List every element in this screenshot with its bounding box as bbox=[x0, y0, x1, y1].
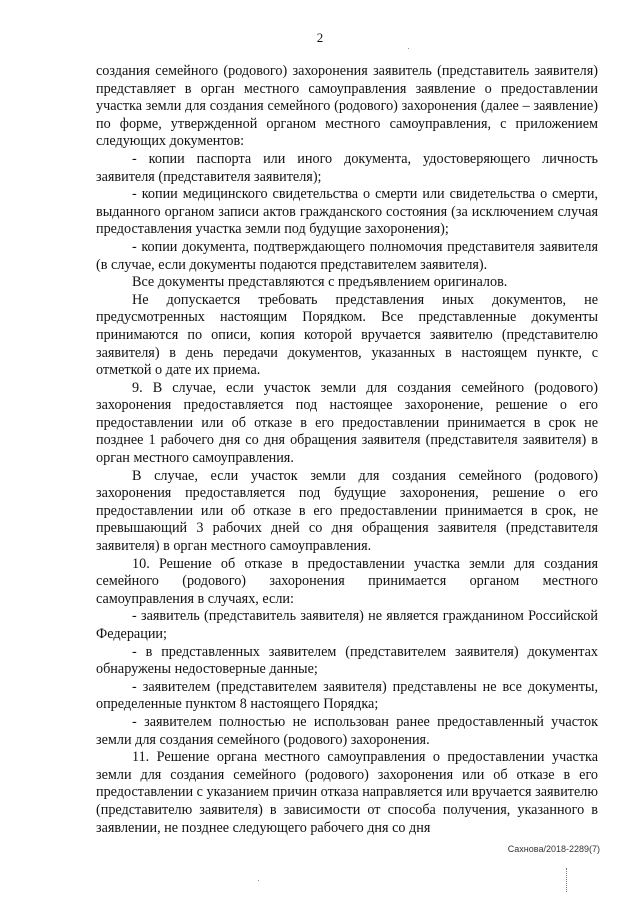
page-number: 2 bbox=[316, 30, 324, 45]
paragraph: создания семейного (родового) захоронения заявитель (представитель заявителя) представляет в орган местного самоуправления заявление о предоставлении участка земли для создания семейного (родового) захоронения (далее – заявление) по форме, утвержденной органом местного самоуправления, с приложением следующих документов: bbox=[96, 63, 598, 150]
scan-artifact bbox=[566, 868, 569, 892]
paragraph: - заявителем (представителем заявителя) представлены не все документы, определенные пунктом 8 настоящего Порядка; bbox=[96, 678, 598, 713]
paragraph: - в представленных заявителем (представителем заявителя) документах обнаружены недостоверные данные; bbox=[96, 643, 598, 678]
scan-speck bbox=[258, 880, 259, 881]
paragraph: 10. Решение об отказе в предоставлении участка земли для создания семейного (родового) захоронения принимается органом местного самоуправления в случаях, если: bbox=[96, 555, 598, 607]
scan-speck bbox=[408, 48, 409, 49]
paragraph: - копии паспорта или иного документа, удостоверяющего личность заявителя (представителя заявителя); bbox=[96, 150, 598, 185]
paragraph: Не допускается требовать представления иных документов, не предусмотренных настоящим Порядком. Все представленные документы принимаются по описи, копия которой вручается заявителю (представителю заявителя) в день передачи документов, указанных в настоящем пункте, с отметкой о дате их приема. bbox=[96, 291, 598, 379]
document-body bbox=[96, 63, 598, 837]
paragraph: - копии документа, подтверждающего полномочия представителя заявителя (в случае, если документы подаются представителем заявителя). bbox=[96, 238, 598, 273]
paragraph: - заявителем полностью не использован ранее предоставленный участок земли для создания семейного (родового) захоронения. bbox=[96, 713, 598, 748]
footer-document-code: Сахнова/2018-2289(7) bbox=[507, 844, 600, 854]
paragraph: - копии медицинского свидетельства о смерти или свидетельства о смерти, выданного органом записи актов гражданского состояния (за исключением случая предоставления участка земли под будущие захоронения); bbox=[96, 186, 598, 238]
paragraph: В случае, если участок земли для создания семейного (родового) захоронения предоставляется под будущие захоронения, решение о его предоставлении или об отказе в его предоставлении принимается в срок, не превышающий 3 рабочих дней со дня обращения заявителя (представителя заявителя) в орган местного самоуправления. bbox=[96, 467, 598, 555]
paragraph: 11. Решение органа местного самоуправления о предоставлении участка земли для создания семейного (родового) захоронения или об отказе в его предоставлении с указанием причин отказа направляется или вручается заявителю (представителю заявителя) в зависимости от способа получения, указанного в заявлении, не позднее следующего рабочего дня со дня bbox=[96, 749, 598, 836]
paragraph: - заявитель (представитель заявителя) не является гражданином Российской Федерации; bbox=[96, 608, 598, 642]
paragraph: Все документы представляются с предъявлением оригиналов. bbox=[132, 274, 508, 291]
paragraph: 9. В случае, если участок земли для создания семейного (родового) захоронения предоставляется под настоящее захоронение, решение о его предоставлении или об отказе в его предоставлении принимается в срок не позднее 1 рабочего дня со дня обращения заявителя (представителя заявителя) в орган местного самоуправления. bbox=[96, 379, 598, 467]
